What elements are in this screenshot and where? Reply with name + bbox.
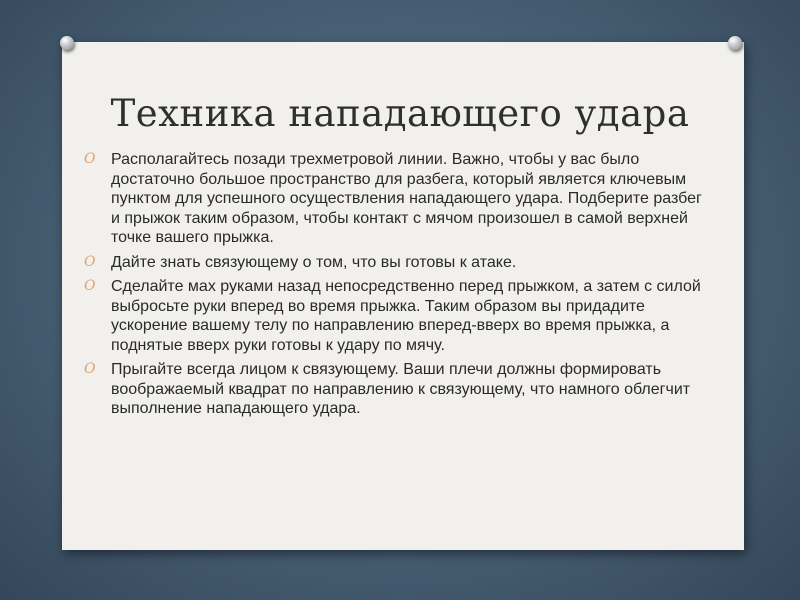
bullet-text: Дайте знать связующему о том, что вы готовы к атаке.	[111, 253, 517, 271]
slide-title: Техника нападающего удара	[110, 92, 690, 135]
bullet-marker-icon: O	[84, 278, 96, 294]
list-item	[84, 150, 714, 248]
list-item	[84, 360, 714, 419]
bullet-text: Сделайте мах руками назад непосредственно перед прыжком, а затем с силой выбросьте руки вперед во время прыжка. Таким образом вы придадите ускорение вашему телу по направлению вперед-вверх во время прыжка, а поднятые вверх руки готовы к удару по мячу.	[111, 278, 701, 354]
bullet-list	[84, 150, 714, 424]
bullet-marker-icon: O	[84, 253, 96, 270]
bullet-marker-icon: O	[84, 151, 96, 167]
bullet-text: Прыгайте всегда лицом к связующему. Ваши плечи должны формировать воображаемый квадрат по направлению к связующему, что намного облегчит выполнение нападающего удара.	[111, 361, 691, 417]
list-item	[84, 277, 714, 355]
list-item	[84, 253, 714, 273]
pushpin-icon	[60, 36, 74, 50]
bullet-marker-icon: O	[84, 361, 96, 377]
pushpin-icon	[728, 36, 742, 50]
bullet-text: Располагайтесь позади трехметровой линии. Важно, чтобы у вас было достаточно большое пространство для разбега, который является ключевым пунктом для успешного осуществления нападающего удара. Подберите разбег и прыжок таким образом, чтобы контакт с мячом произошел в самой верхней точке вашего прыжка.	[111, 151, 702, 246]
